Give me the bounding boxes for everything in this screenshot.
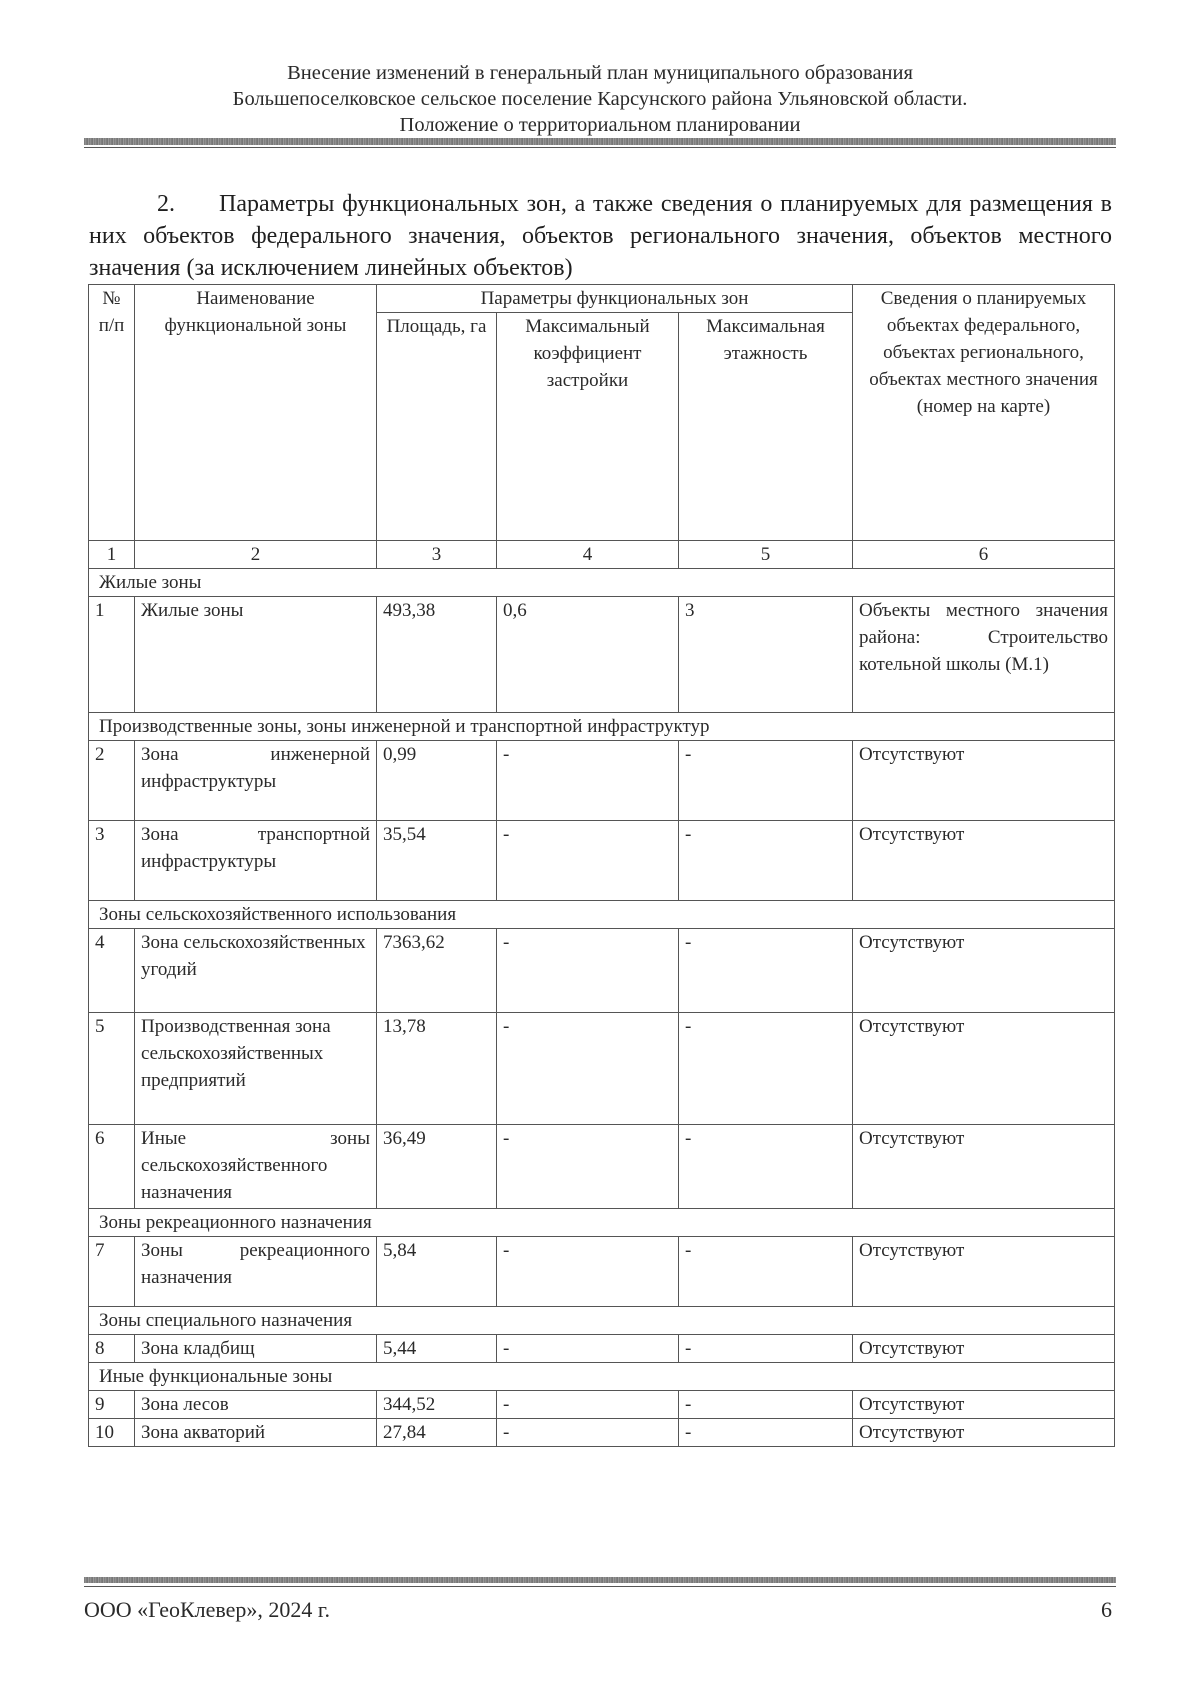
row-info: Отсутствуют (853, 1335, 1115, 1363)
colnum-2: 2 (135, 541, 377, 569)
group-row: Жилые зоны (89, 569, 1115, 597)
row-name: Производственная зона сельскохозяйственных предприятий (135, 1013, 377, 1125)
row-floors: - (679, 821, 853, 901)
row-num: 5 (89, 1013, 135, 1125)
header-line-3: Положение о территориальном планировании (399, 114, 801, 136)
header-line-1: Внесение изменений в генеральный план муниципального образования (287, 62, 913, 84)
row-area: 7363,62 (377, 929, 497, 1013)
row-coef: 0,6 (497, 597, 679, 713)
row-floors: - (679, 1419, 853, 1447)
row-floors: - (679, 741, 853, 821)
group-row: Зоны рекреационного назначения (89, 1209, 1115, 1237)
table-row (89, 597, 1115, 713)
row-num: 3 (89, 821, 135, 901)
row-coef: - (497, 1391, 679, 1419)
row-name: Зоны рекреационного назначения (135, 1237, 377, 1307)
functional-zones-table (88, 284, 1115, 1447)
row-coef: - (497, 1335, 679, 1363)
header-rule-thick (84, 138, 1116, 145)
row-name: Зона акваторий (135, 1419, 377, 1447)
row-floors: - (679, 1237, 853, 1307)
row-coef: - (497, 1125, 679, 1209)
row-name: Зона лесов (135, 1391, 377, 1419)
table-row (89, 1125, 1115, 1209)
row-floors: - (679, 1335, 853, 1363)
group-row: Зоны сельскохозяйственного использования (89, 901, 1115, 929)
row-area: 35,54 (377, 821, 497, 901)
row-info: Объекты местного значения района: Строительство котельной школы (М.1) (853, 597, 1115, 713)
row-num: 9 (89, 1391, 135, 1419)
column-numbers-row (89, 541, 1115, 569)
row-info: Отсутствуют (853, 821, 1115, 901)
row-area: 493,38 (377, 597, 497, 713)
row-name: Зона сельскохозяйственных угодий (135, 929, 377, 1013)
group-row: Производственные зоны, зоны инженерной и транспортной инфраструктур (89, 713, 1115, 741)
table-row (89, 929, 1115, 1013)
section-title (89, 188, 1112, 284)
row-area: 344,52 (377, 1391, 497, 1419)
row-floors: - (679, 929, 853, 1013)
row-name: Зона транспортной инфраструктуры (135, 821, 377, 901)
header-coef: Максимальный коэффициент застройки (497, 313, 679, 541)
row-coef: - (497, 821, 679, 901)
row-name: Зона инженерной инфраструктуры (135, 741, 377, 821)
header-rule-thin (84, 147, 1116, 148)
footer-company: ООО «ГеоКлевер», 2024 г. (84, 1597, 330, 1622)
footer-rule-thin (84, 1586, 1116, 1587)
row-num: 1 (89, 597, 135, 713)
header-line-2: Большепоселковское сельское поселение Карсунского района Ульяновской области. (232, 88, 968, 110)
row-num: 7 (89, 1237, 135, 1307)
table-row (89, 1335, 1115, 1363)
colnum-5: 5 (679, 541, 853, 569)
row-info: Отсутствуют (853, 1125, 1115, 1209)
row-name: Жилые зоны (135, 597, 377, 713)
row-num: 6 (89, 1125, 135, 1209)
colnum-1: 1 (89, 541, 135, 569)
row-num: 8 (89, 1335, 135, 1363)
row-area: 13,78 (377, 1013, 497, 1125)
header-floors: Максимальная этажность (679, 313, 853, 541)
row-area: 27,84 (377, 1419, 497, 1447)
row-floors: - (679, 1125, 853, 1209)
row-info: Отсутствуют (853, 1237, 1115, 1307)
row-floors: - (679, 1013, 853, 1125)
document-header (0, 60, 1200, 138)
table-row (89, 741, 1115, 821)
row-area: 0,99 (377, 741, 497, 821)
row-name: Иные зоны сельскохозяйственного назначения (135, 1125, 377, 1209)
row-coef: - (497, 1013, 679, 1125)
row-info: Отсутствуют (853, 1013, 1115, 1125)
footer-rule-thick (84, 1577, 1116, 1583)
header-num: № п/п (89, 285, 135, 541)
colnum-3: 3 (377, 541, 497, 569)
row-info: Отсутствуют (853, 1419, 1115, 1447)
table-row (89, 821, 1115, 901)
row-coef: - (497, 1237, 679, 1307)
header-name: Наименование функциональной зоны (135, 285, 377, 541)
table-row (89, 1013, 1115, 1125)
group-row: Иные функциональные зоны (89, 1363, 1115, 1391)
row-info: Отсутствуют (853, 741, 1115, 821)
row-area: 36,49 (377, 1125, 497, 1209)
row-info: Отсутствуют (853, 929, 1115, 1013)
group-row: Зоны специального назначения (89, 1307, 1115, 1335)
section-title-text: Параметры функциональных зон, а также сведения о планируемых для размещения в них объектов федерального значения, объектов регионального значения, объектов местного значения (за исключением линейных объектов) (89, 191, 1112, 281)
row-num: 4 (89, 929, 135, 1013)
row-coef: - (497, 929, 679, 1013)
row-floors: 3 (679, 597, 853, 713)
section-number: 2. (157, 191, 175, 217)
table-row (89, 1237, 1115, 1307)
colnum-4: 4 (497, 541, 679, 569)
header-info: Сведения о планируемых объектах федерального, объектах регионального, объектах местного значения (номер на карте) (853, 285, 1115, 541)
colnum-6: 6 (853, 541, 1115, 569)
row-info: Отсутствуют (853, 1391, 1115, 1419)
header-area: Площадь, га (377, 313, 497, 541)
row-floors: - (679, 1391, 853, 1419)
page-number: 6 (1101, 1597, 1112, 1622)
row-area: 5,44 (377, 1335, 497, 1363)
row-num: 10 (89, 1419, 135, 1447)
row-num: 2 (89, 741, 135, 821)
row-name: Зона кладбищ (135, 1335, 377, 1363)
row-coef: - (497, 1419, 679, 1447)
row-coef: - (497, 741, 679, 821)
header-params: Параметры функциональных зон (377, 285, 853, 313)
table-row (89, 1419, 1115, 1447)
row-area: 5,84 (377, 1237, 497, 1307)
table-row (89, 1391, 1115, 1419)
